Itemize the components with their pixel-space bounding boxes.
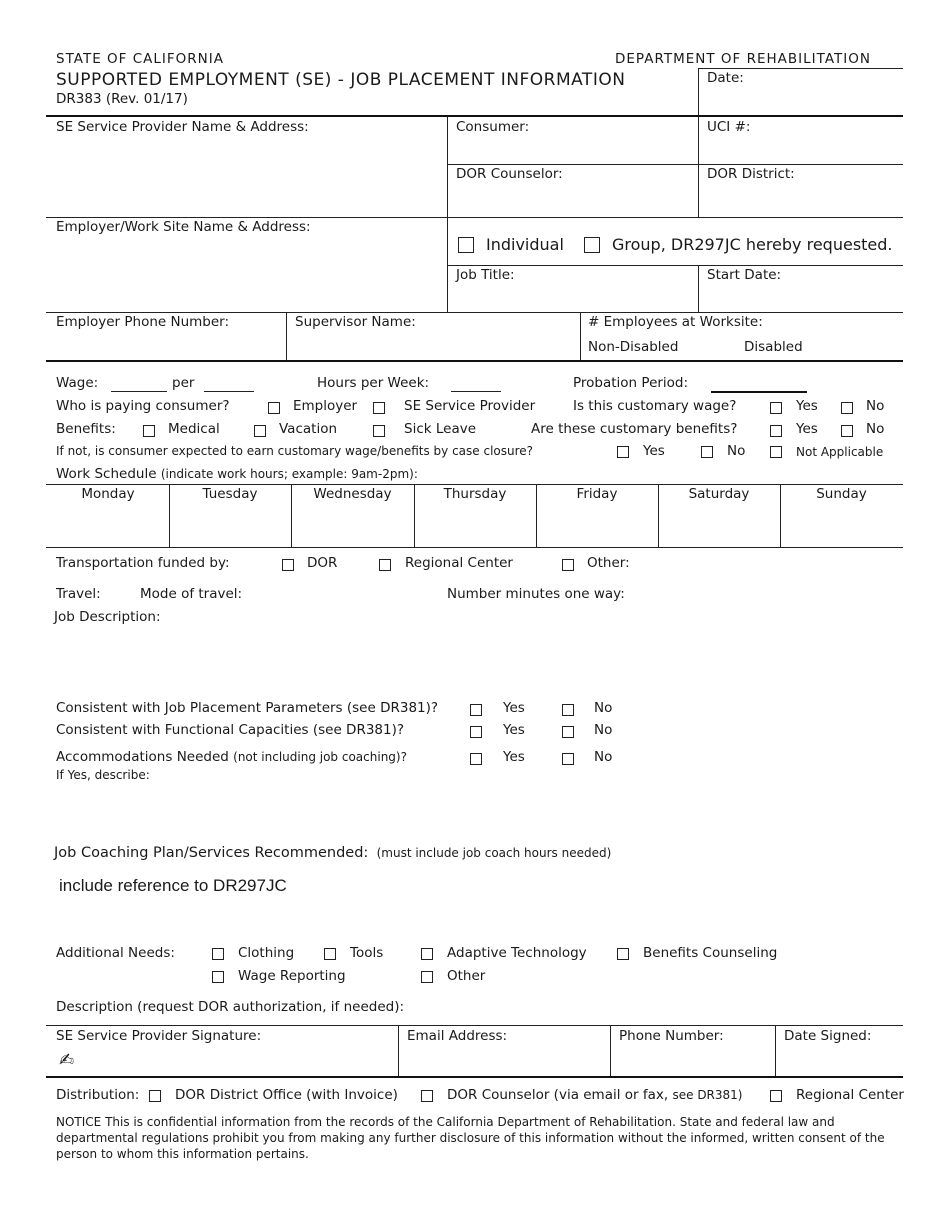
section-divider-wage <box>46 360 903 362</box>
form-title: SUPPORTED EMPLOYMENT (SE) - JOB PLACEMENT INFORMATION <box>56 70 626 90</box>
clothing-checkbox[interactable] <box>212 948 224 960</box>
medical-checkbox[interactable] <box>143 425 155 437</box>
date-box-divider <box>698 68 699 116</box>
consumer-field[interactable]: Consumer: <box>456 119 530 135</box>
params-yes-label: Yes <box>503 700 525 716</box>
dist-rc-checkbox[interactable] <box>770 1090 782 1102</box>
dist-district-checkbox[interactable] <box>149 1090 161 1102</box>
expected-na-label: Not Applicable <box>796 445 884 459</box>
schedule-hint: (indicate work hours; example: 9am-2pm): <box>160 467 418 481</box>
counselor-field[interactable]: DOR Counselor: <box>456 166 563 182</box>
vacation-checkbox[interactable] <box>254 425 266 437</box>
provider-pay-checkbox[interactable] <box>373 402 385 414</box>
accommodations-label <box>56 749 407 765</box>
non-disabled-field[interactable]: Non-Disabled <box>588 339 679 355</box>
header-divider <box>46 115 903 117</box>
dist-rc-label: Regional Center <box>796 1087 904 1103</box>
schedule-bottom-line <box>46 547 903 548</box>
customary-wage-yes-checkbox[interactable] <box>770 402 782 414</box>
vacation-label: Vacation <box>279 421 338 437</box>
transport-other-label: Other: <box>587 555 630 571</box>
clothing-label: Clothing <box>238 945 295 961</box>
benefits-counseling-checkbox[interactable] <box>617 948 629 960</box>
hours-input[interactable] <box>451 391 501 392</box>
date-label[interactable]: Date: <box>707 70 744 86</box>
disabled-field[interactable]: Disabled <box>744 339 803 355</box>
params-no-label: No <box>594 700 613 716</box>
provider-signature-field[interactable]: SE Service Provider Signature: <box>56 1028 262 1044</box>
employer-pay-label: Employer <box>293 398 358 414</box>
dist-counselor-checkbox[interactable] <box>421 1090 433 1102</box>
transport-rc-label: Regional Center <box>405 555 513 571</box>
mode-of-travel-field[interactable]: Mode of travel: <box>140 586 243 602</box>
day-tuesday[interactable]: Tuesday <box>202 486 258 502</box>
supervisor-divider <box>580 312 581 360</box>
expected-no-checkbox[interactable] <box>701 446 713 458</box>
hours-label: Hours per Week: <box>317 375 430 391</box>
line-employer-bottom <box>46 312 903 313</box>
params-no-checkbox[interactable] <box>562 704 574 716</box>
additional-needs-label: Additional Needs: <box>56 945 175 961</box>
transport-rc-checkbox[interactable] <box>379 559 391 571</box>
description-field[interactable]: Description (request DOR authorization, if needed): <box>56 999 405 1015</box>
benefits-label: Benefits: <box>56 421 116 437</box>
sick-leave-label: Sick Leave <box>404 421 477 437</box>
job-description-field[interactable]: Job Description: <box>54 609 161 625</box>
coaching-title: Job Coaching Plan/Services Recommended: <box>54 845 369 861</box>
accommodations-no-checkbox[interactable] <box>562 753 574 765</box>
customary-benefits-yes-label: Yes <box>796 421 818 437</box>
notice-text: NOTICE This is confidential information from the records of the California Department of Rehabilitation. State and federal law and departmental regulations prohibit you from making any further disclosure of this information without the informed, written consent of the person to whom this information pertains. <box>56 1115 885 1161</box>
wage-reporting-checkbox[interactable] <box>212 971 224 983</box>
capacities-yes-checkbox[interactable] <box>470 726 482 738</box>
employees-label: # Employees at Worksite: <box>588 314 763 330</box>
tools-label: Tools <box>350 945 384 961</box>
day-thursday[interactable]: Thursday <box>443 486 507 502</box>
accommodations-no-label: No <box>594 749 613 765</box>
accommodations-title: Accommodations Needed <box>56 749 229 765</box>
benefits-counseling-label: Benefits Counseling <box>643 945 778 961</box>
tools-checkbox[interactable] <box>324 948 336 960</box>
provider-name-field[interactable]: SE Service Provider Name & Address: <box>56 119 309 135</box>
day-monday[interactable]: Monday <box>81 486 135 502</box>
signature-pen-icon[interactable]: ✍ <box>59 1050 75 1071</box>
top-divider-mid <box>447 117 448 312</box>
customary-benefits-yes-checkbox[interactable] <box>770 425 782 437</box>
accommodations-yes-checkbox[interactable] <box>470 753 482 765</box>
adaptive-tech-checkbox[interactable] <box>421 948 433 960</box>
individual-checkbox[interactable] <box>458 237 474 253</box>
form-number: DR383 (Rev. 01/17) <box>56 91 188 107</box>
email-field[interactable]: Email Address: <box>407 1028 508 1044</box>
dist-counselor-text: DOR Counselor (via email or fax, <box>447 1087 669 1103</box>
schedule-top-line <box>46 484 903 485</box>
consistent-params-label: Consistent with Job Placement Parameters (see DR381)? <box>56 700 439 716</box>
sick-leave-checkbox[interactable] <box>373 425 385 437</box>
district-field[interactable]: DOR District: <box>707 166 795 182</box>
individual-label: Individual <box>486 235 564 254</box>
customary-wage-yes-label: Yes <box>796 398 818 414</box>
state-label: STATE OF CALIFORNIA <box>56 51 224 67</box>
schedule-title: Work Schedule <box>56 466 157 482</box>
coaching-label <box>54 845 611 861</box>
expected-na-checkbox[interactable] <box>770 446 782 458</box>
group-checkbox[interactable] <box>584 237 600 253</box>
adaptive-tech-label: Adaptive Technology <box>447 945 587 961</box>
uci-field[interactable]: UCI #: <box>707 119 751 135</box>
dist-district-label: DOR District Office (with Invoice) <box>175 1087 398 1103</box>
employer-phone-field[interactable]: Employer Phone Number: <box>56 314 230 330</box>
sig-divider <box>610 1025 611 1076</box>
customary-benefits-no-label: No <box>866 421 885 437</box>
wage-input[interactable] <box>111 391 167 392</box>
customary-benefits-label: Are these customary benefits? <box>531 421 738 437</box>
job-title-field[interactable]: Job Title: <box>456 267 515 283</box>
wage-label: Wage: <box>56 375 99 391</box>
transport-other-checkbox[interactable] <box>562 559 574 571</box>
dist-counselor-ref: see DR381) <box>672 1088 743 1102</box>
signature-bottom-line <box>46 1076 903 1078</box>
group-label: Group, DR297JC hereby requested. <box>612 235 893 254</box>
expected-yes-checkbox[interactable] <box>617 446 629 458</box>
accommodations-yes-label: Yes <box>503 749 525 765</box>
minutes-field[interactable]: Number minutes one way: <box>447 586 625 602</box>
sig-divider <box>398 1025 399 1076</box>
dist-counselor-label <box>447 1087 742 1103</box>
expected-no-label: No <box>727 443 746 459</box>
line-provider-bottom <box>46 217 903 218</box>
capacities-no-checkbox[interactable] <box>562 726 574 738</box>
customary-wage-no-checkbox[interactable] <box>841 402 853 414</box>
coaching-hint: (must include job coach hours needed) <box>376 846 612 860</box>
consistent-capacities-label: Consistent with Functional Capacities (see DR381)? <box>56 722 405 738</box>
employer-field[interactable]: Employer/Work Site Name & Address: <box>56 219 311 235</box>
expected-label: If not, is consumer expected to earn customary wage/benefits by case closure? <box>56 444 534 458</box>
phone-field[interactable]: Phone Number: <box>619 1028 724 1044</box>
top-divider-right-2 <box>698 265 699 312</box>
wage-reporting-label: Wage Reporting <box>238 968 346 984</box>
probation-label: Probation Period: <box>573 375 689 391</box>
medical-label: Medical <box>168 421 220 437</box>
line-consumer-bottom <box>447 164 903 165</box>
provider-pay-label: SE Service Provider <box>404 398 536 414</box>
accommodations-hint: (not including job coaching)? <box>233 750 407 764</box>
date-signed-field[interactable]: Date Signed: <box>784 1028 872 1044</box>
day-wednesday[interactable]: Wednesday <box>313 486 392 502</box>
other-needs-checkbox[interactable] <box>421 971 433 983</box>
other-needs-label: Other <box>447 968 486 984</box>
customary-wage-label: Is this customary wage? <box>573 398 737 414</box>
travel-label: Travel: <box>56 586 101 602</box>
coaching-value[interactable]: include reference to DR297JC <box>59 876 287 895</box>
expected-yes-label: Yes <box>643 443 665 459</box>
sig-divider <box>775 1025 776 1076</box>
department-label: DEPARTMENT OF REHABILITATION <box>615 51 871 67</box>
params-yes-checkbox[interactable] <box>470 704 482 716</box>
wage-period-input[interactable] <box>204 391 254 392</box>
top-divider-right-1 <box>698 117 699 217</box>
start-date-field[interactable]: Start Date: <box>707 267 782 283</box>
probation-input[interactable] <box>711 391 807 393</box>
transport-dor-checkbox[interactable] <box>282 559 294 571</box>
day-friday[interactable]: Friday <box>576 486 618 502</box>
schedule-label <box>56 466 418 482</box>
distribution-label: Distribution: <box>56 1087 140 1103</box>
who-paying-label: Who is paying consumer? <box>56 398 230 414</box>
transport-label: Transportation funded by: <box>56 555 230 571</box>
per-label: per <box>172 375 195 391</box>
date-top-line <box>698 68 903 69</box>
if-yes-describe-field[interactable]: If Yes, describe: <box>56 768 150 782</box>
supervisor-field[interactable]: Supervisor Name: <box>295 314 416 330</box>
transport-dor-label: DOR <box>307 555 338 571</box>
employer-pay-checkbox[interactable] <box>268 402 280 414</box>
customary-benefits-no-checkbox[interactable] <box>841 425 853 437</box>
day-saturday[interactable]: Saturday <box>688 486 750 502</box>
customary-wage-no-label: No <box>866 398 885 414</box>
capacities-yes-label: Yes <box>503 722 525 738</box>
line-individual-bottom <box>447 265 903 266</box>
capacities-no-label: No <box>594 722 613 738</box>
day-sunday[interactable]: Sunday <box>816 486 867 502</box>
phone-divider <box>286 312 287 360</box>
